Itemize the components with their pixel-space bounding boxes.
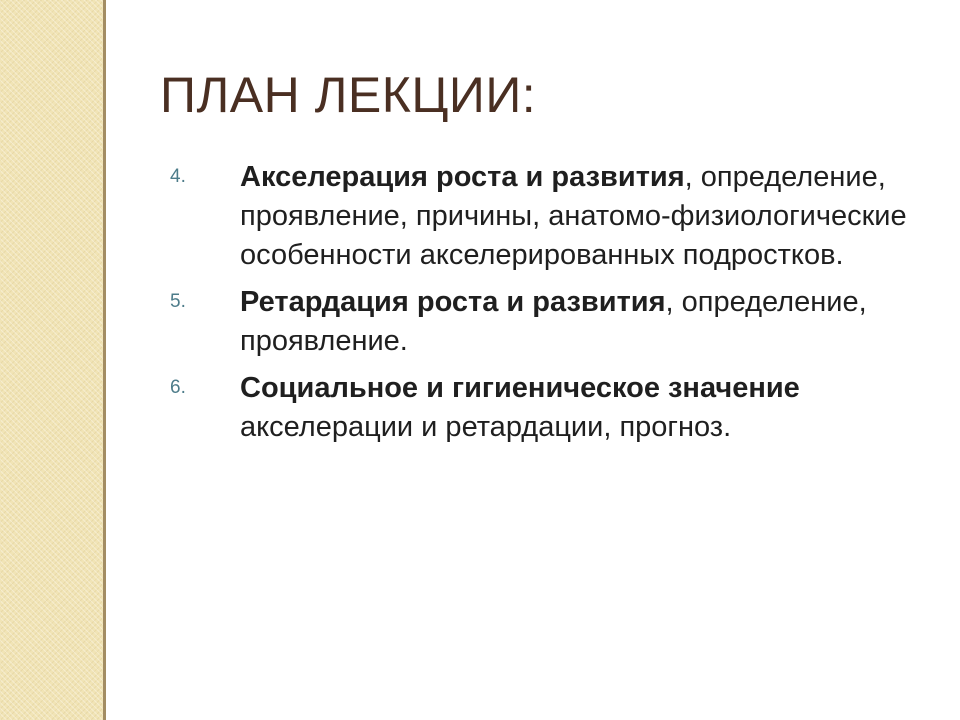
item-text: акселерации и ретардации, прогноз.: [240, 411, 732, 443]
list-item: [170, 369, 930, 447]
lecture-plan-list: [170, 158, 930, 455]
item-number: 5.: [170, 291, 186, 312]
item-heading: Акселерация роста и развития: [240, 161, 685, 193]
item-text: , определение, проявление.: [240, 286, 867, 357]
item-number: 4.: [170, 166, 186, 187]
item-heading: Ретардация роста и развития: [240, 286, 666, 318]
list-item: [170, 158, 930, 275]
item-text: , определение, проявление, причины, анатомо-физиологические особенности акселерированных подростков.: [240, 161, 907, 271]
side-divider-line: [103, 0, 106, 720]
item-heading: Социальное и гигиеническое значение: [240, 372, 800, 404]
decorative-side-band: [0, 0, 103, 720]
item-number: 6.: [170, 377, 186, 398]
list-item: [170, 283, 930, 361]
slide-title: ПЛАН ЛЕКЦИИ:: [160, 67, 537, 123]
